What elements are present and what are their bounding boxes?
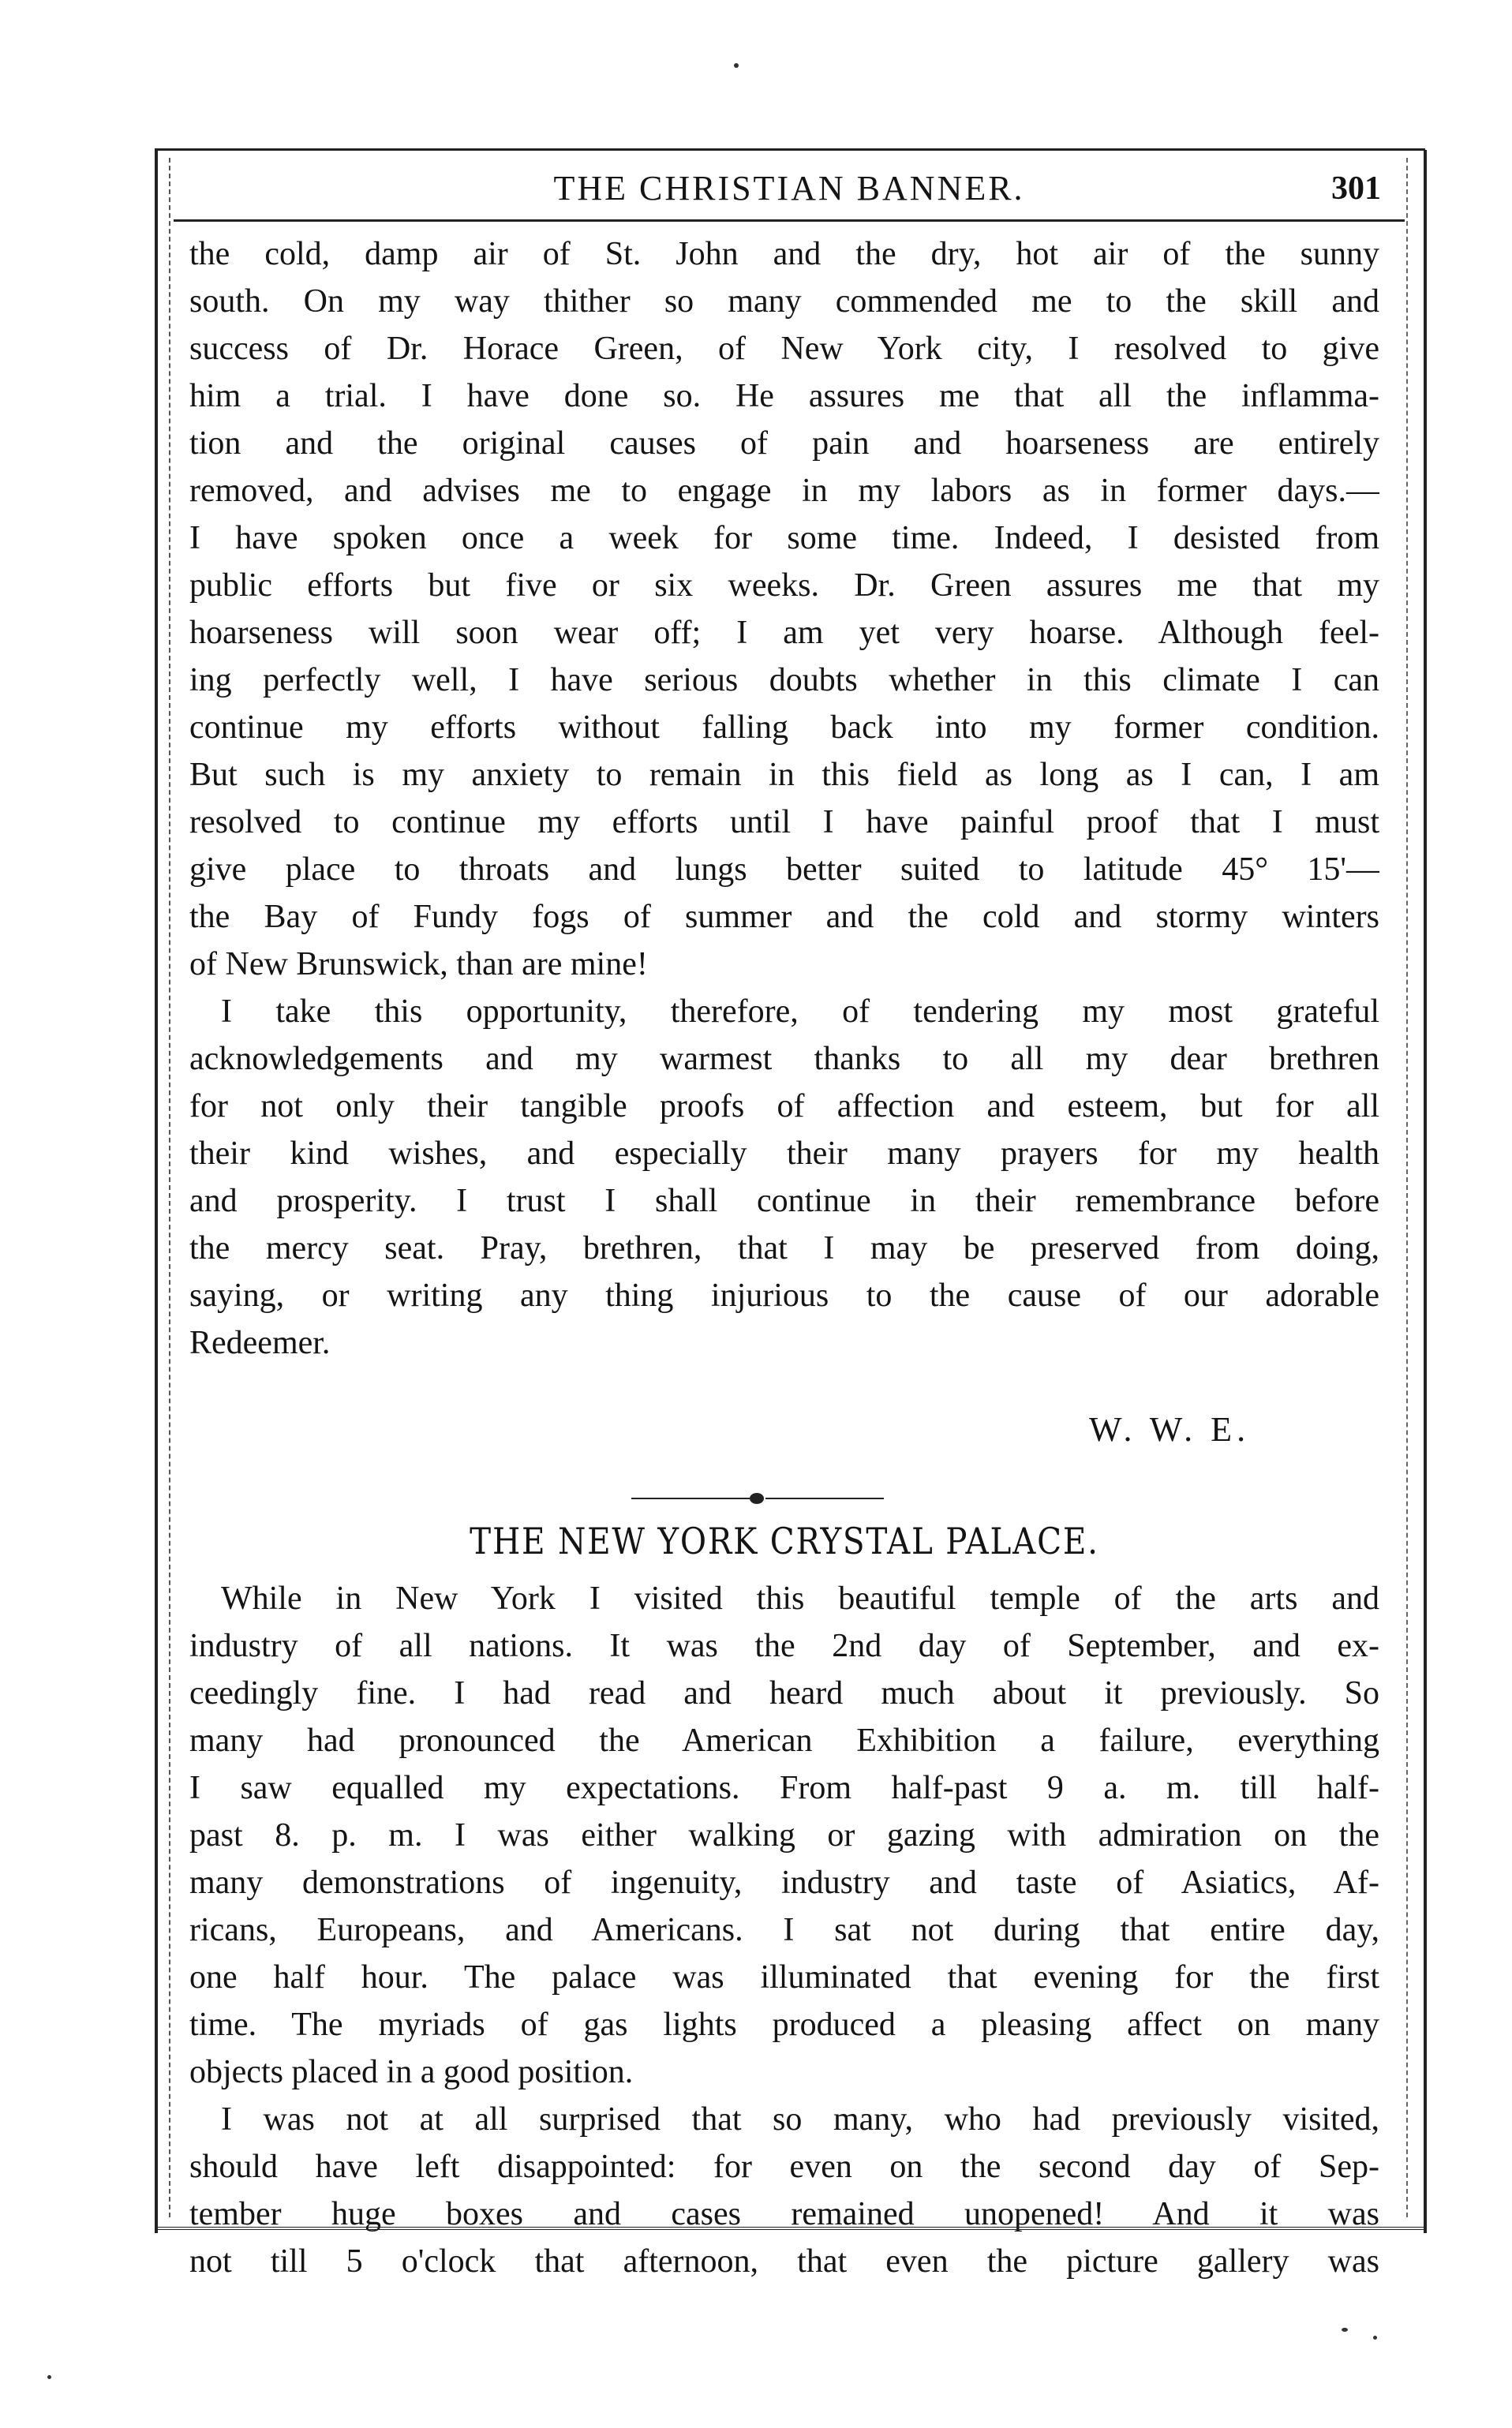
- text-line: give place to throats and lungs better suited to latitude 45° 15'—: [189, 851, 1379, 888]
- running-head: [182, 161, 1397, 216]
- header-rule: [174, 219, 1405, 222]
- text-line: many had pronounced the American Exhibition a failure, everything: [189, 1723, 1379, 1759]
- text-line: I have spoken once a week for some time. Indeed, I desisted from: [189, 520, 1379, 556]
- text-line: the cold, damp air of St. John and the dry, hot air of the sunny: [189, 236, 1379, 272]
- text-line: and prosperity. I trust I shall continue in their remembrance before: [189, 1183, 1379, 1219]
- text-line: saying, or writing any thing injurious to the cause of our adorable: [189, 1278, 1379, 1314]
- section-divider-ornament: [631, 1491, 884, 1507]
- text-line: objects placed in a good position.: [189, 2054, 634, 2090]
- text-line: acknowledgements and my warmest thanks to all my dear brethren: [189, 1041, 1379, 1077]
- text-line: the Bay of Fundy fogs of summer and the cold and stormy winters: [189, 899, 1379, 935]
- running-title: THE CHRISTIAN BANNER.: [553, 169, 1025, 208]
- text-line: success of Dr. Horace Green, of New York city, I resolved to give: [189, 331, 1379, 367]
- text-line: removed, and advises me to engage in my labors as in former days.—: [189, 473, 1379, 509]
- text-line: of New Brunswick, than are mine!: [189, 946, 648, 982]
- text-line: their kind wishes, and especially their many prayers for my health: [189, 1135, 1379, 1172]
- text-line: continue my efforts without falling back into my former condition.: [189, 709, 1379, 746]
- text-line: south. On my way thither so many commended me to the skill and: [189, 283, 1379, 320]
- text-line: ricans, Europeans, and Americans. I sat not during that entire day,: [189, 1912, 1379, 1948]
- text-line: one half hour. The palace was illuminated that evening for the first: [189, 1959, 1379, 1996]
- text-line: public efforts but five or six weeks. Dr. Green assures me that my: [189, 567, 1379, 604]
- paragraph-first-line: I take this opportunity, therefore, of tendering my most grateful: [221, 993, 1379, 1030]
- text-line: past 8. p. m. I was either walking or gazing with admiration on the: [189, 1817, 1379, 1854]
- text-line: tion and the original causes of pain and hoarseness are entirely: [189, 425, 1379, 462]
- print-speck: [1373, 2336, 1377, 2340]
- page-number: 301: [1331, 170, 1381, 207]
- text-line: Redeemer.: [189, 1325, 331, 1361]
- text-line: I saw equalled my expectations. From half-past 9 a. m. till half-: [189, 1770, 1379, 1806]
- text-line: tember huge boxes and cases remained unopened! And it was: [189, 2196, 1379, 2232]
- print-speck: [1342, 2328, 1348, 2332]
- text-line: ceedingly fine. I had read and heard much about it previously. So: [189, 1675, 1379, 1712]
- text-line: time. The myriads of gas lights produced a pleasing affect on many: [189, 2007, 1379, 2043]
- print-speck: [47, 2375, 51, 2379]
- text-line: ing perfectly well, I have serious doubts whether in this climate I can: [189, 662, 1379, 698]
- text-line: for not only their tangible proofs of affection and esteem, but for all: [189, 1088, 1379, 1124]
- print-speck: [734, 63, 739, 68]
- paragraph-first-line: While in New York I visited this beautiful temple of the arts and: [221, 1581, 1379, 1617]
- text-line: But such is my anxiety to remain in this field as long as I can, I am: [189, 757, 1379, 793]
- text-line: resolved to continue my efforts until I have painful proof that I must: [189, 804, 1379, 840]
- text-line: should have left disappointed: for even on the second day of Sep-: [189, 2149, 1379, 2185]
- left-inner-rule: [169, 158, 170, 2217]
- text-line: not till 5 o'clock that afternoon, that even the picture gallery was: [189, 2243, 1379, 2280]
- right-inner-rule: [1406, 158, 1408, 2217]
- text-line: industry of all nations. It was the 2nd day of September, and ex-: [189, 1628, 1379, 1664]
- article-text-block: [189, 1575, 1379, 2285]
- paragraph-first-line: I was not at all surprised that so many, who had previously visited,: [221, 2101, 1379, 2138]
- text-line: the mercy seat. Pray, brethren, that I may be preserved from doing,: [189, 1230, 1379, 1266]
- text-line: many demonstrations of ingenuity, industry and taste of Asiatics, Af-: [189, 1865, 1379, 1901]
- text-line: hoarseness will soon wear off; I am yet very hoarse. Although feel-: [189, 615, 1379, 651]
- text-line: him a trial. I have done so. He assures me that all the inflamma-: [189, 378, 1379, 414]
- bottom-rule: [155, 2227, 1425, 2230]
- article-title: THE NEW YORK CRYSTAL PALACE.: [470, 1520, 1099, 1562]
- letter-text-block: [189, 230, 1379, 1367]
- signature: W. W. E.: [1089, 1410, 1251, 1449]
